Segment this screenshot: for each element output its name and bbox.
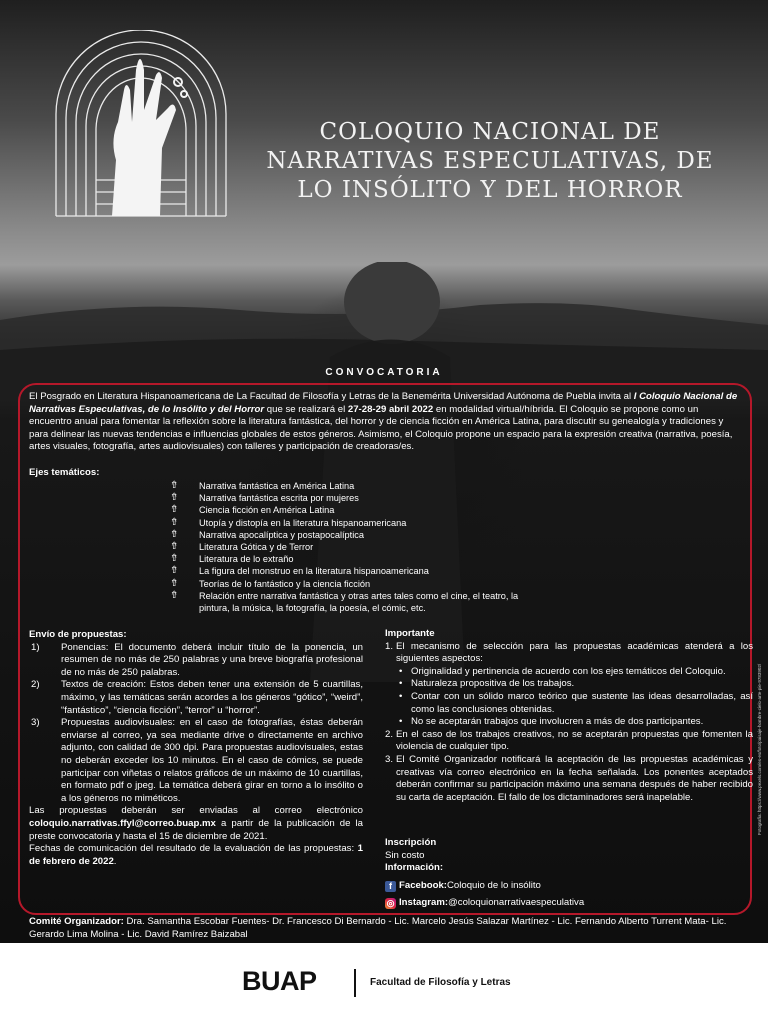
eje-item: ⇮ Literatura Gótica y de Terror	[170, 541, 540, 553]
importante-heading: Importante	[385, 628, 435, 639]
eje-item: ⇮ Literatura de lo extraño	[170, 553, 540, 565]
hand-portal-logo	[52, 30, 230, 218]
comite-label: Comité Organizador:	[29, 916, 124, 927]
cost-text: Sin costo	[385, 849, 425, 861]
item-text: Textos de creación: Estos deben tener una extensión de 5 cuartillas, máximo, y las temáticas serán acordes a los géneros “gótico”, “weird”, “fantástico”, “ciencia ficción”, “terror” u “horror”.	[61, 679, 363, 716]
item-number: 3)	[31, 717, 40, 729]
inscripcion-section	[385, 837, 745, 910]
result-date: 1 de febrero de 2022	[29, 843, 363, 867]
facebook-label: Facebook:	[399, 879, 447, 891]
criteria-item: • Naturaleza propositiva de los trabajos.	[385, 678, 753, 691]
criteria-item: • No se aceptarán trabajos que involucren a más de dos participantes.	[385, 716, 753, 729]
criteria-list	[385, 666, 753, 729]
eje-item: ⇮ Narrativa fantástica escrita por mujeres	[170, 492, 540, 504]
eje-item: ⇮ Narrativa fantástica en América Latina	[170, 480, 540, 492]
item-number: 2.	[385, 728, 394, 740]
eje-item: ⇮ Teorías de lo fantástico y la ciencia ficción	[170, 578, 540, 590]
ejes-heading: Ejes temáticos:	[29, 467, 100, 478]
facebook-link[interactable]	[385, 880, 745, 893]
item-number: 1.	[385, 640, 394, 652]
event-dates: 27-28-29 abril 2022	[347, 403, 434, 415]
envio-item	[29, 642, 363, 680]
importante-section	[385, 628, 753, 804]
intro-paragraph	[29, 391, 741, 454]
event-name: I Coloquio Nacional de Narrativas Especulativas, de lo Insólito y del Horror	[29, 391, 738, 415]
dates-text: Fechas de comunicación del resultado de la evaluación de las propuestas:	[29, 843, 358, 855]
item-text: El Comité Organizador notificará la aceptación de las propuestas académicas y creativas vía correo electrónico en la fecha señalada. Los ponentes aceptados deberán confirmar su participación máximo una semana después de haber recibido su carta de aceptación. El fallo de los dictaminadores será inapelable.	[396, 753, 753, 803]
facebook-icon: f	[385, 881, 396, 892]
eje-item: ⇮ Ciencia ficción en América Latina	[170, 504, 540, 516]
envio-section	[29, 629, 363, 868]
info-heading: Información:	[385, 862, 444, 874]
buap-logo: BUAP	[242, 966, 317, 996]
contact-email[interactable]: coloquio.narrativas.ffyl@correo.buap.mx	[29, 817, 216, 829]
importante-item	[385, 754, 753, 804]
envio-item	[29, 679, 363, 717]
instagram-label: Instagram:	[399, 897, 449, 909]
inscripcion-heading: Inscripción	[385, 837, 437, 848]
item-text: Propuestas audiovisuales: en el caso de fotografías, éstas deberán enviarse al correo, ya sea mediante drive o directamente en archivo adjunto, con calidad de 300 dpi. Para propuestas audiovisuales, estas no deberán exceder los 10 minutos. En el caso de cómics, se puede participar con viñetas o relatos gráficos de un máximo de 10 cuartillas, en formato pdf o jpeg. La temática deberá girar en torno a lo insólito o a los géneros no miméticos.	[61, 717, 363, 804]
instagram-link[interactable]	[385, 897, 745, 910]
envio-heading: Envío de propuestas:	[29, 629, 127, 640]
footer-divider	[354, 969, 356, 997]
eje-item: ⇮ Utopía y distopía en la literatura hispanoamericana	[170, 517, 540, 529]
item-number: 1)	[31, 641, 40, 653]
instagram-value: @coloquionarrativaespeculativa	[448, 897, 585, 909]
event-title	[240, 118, 740, 205]
send-text: Las propuestas deberán ser enviadas al correo electrónico	[29, 805, 363, 817]
item-text: El mecanismo de selección para las propuestas académicas atenderá a los siguientes aspectos:	[396, 640, 753, 665]
send-text: a partir de la publicación de la preste convocatoria y hasta el 15 de diciembre de 2021.	[29, 817, 363, 842]
item-number: 2)	[31, 679, 40, 691]
criteria-item: • Originalidad y pertinencia de acuerdo con los ejes temáticos del Coloquio.	[385, 666, 753, 679]
photo-credit: Fotografía: https://www.pexels.com/es-es/foto/paisaje-hombre-cielo-arte-pie-9783902/	[757, 663, 762, 835]
criteria-item: • Contar con un sólido marco teórico que sustente las ideas desarrolladas, así como las conclusiones obtenidas.	[385, 691, 753, 716]
dates-text: .	[113, 855, 117, 867]
title-line: COLOQUIO NACIONAL DE	[319, 119, 661, 145]
item-text: Ponencias: El documento deberá incluir título de la ponencia, un resumen de no más de 250 palabras y una breve biografía profesional de no más de 250 palabras.	[61, 641, 363, 678]
envio-item	[29, 717, 363, 805]
importante-item	[385, 729, 753, 754]
title-line: LO INSÓLITO Y DEL HORROR	[297, 177, 683, 203]
ejes-list	[170, 480, 540, 614]
item-number: 3.	[385, 753, 394, 765]
eje-item: ⇮ Relación entre narrativa fantástica y otras artes tales como el cine, el teatro, la pintura, la música, la fotografía, la poesía, el cómic, etc.	[170, 590, 540, 614]
eje-item: ⇮ Narrativa apocalíptica y postapocalíptica	[170, 529, 540, 541]
result-dates	[29, 843, 363, 868]
facebook-value: Coloquio de lo insólito	[446, 879, 541, 891]
intro-text: en modalidad virtual/híbrida. El Coloquio se propone como un encuentro anual para fomentar la reflexión sobre la literatura fantástica, del horror y de ciencia ficción en América Latina, para discutir su genealogía y tradiciones y para delinear las nuevas tendencias e influencias globales de estos géneros. Asimismo, el Coloquio propone un espacio para la expresión creativa (narrativa, poesía, artes visuales, fotografía, artes audiovisuales) con talleres y participación de creadoras/es.	[29, 403, 733, 453]
faculty-name: Facultad de Filosofía y Letras	[370, 977, 511, 988]
intro-text: que se realizará el	[264, 403, 348, 415]
comite-organizador	[29, 916, 747, 941]
convocatoria-heading: CONVOCATORIA	[325, 367, 443, 378]
send-instructions	[29, 805, 363, 843]
comite-members: Dra. Samantha Escobar Fuentes- Dr. Francesco Di Bernardo - Lic. Marcelo Jesús Salazar Martínez - Lic. Fernando Alberto Turrent Mata- Lic. Gerardo Lima Molina - Lic. David Ramírez Baizabal	[29, 916, 727, 940]
item-text: En el caso de los trabajos creativos, no se aceptarán propuestas que fomenten la violencia de cualquier tipo.	[396, 728, 753, 753]
importante-item	[385, 641, 753, 666]
eje-item: ⇮ La figura del monstruo en la literatura hispanoamericana	[170, 565, 540, 577]
instagram-icon: ◎	[386, 898, 395, 909]
intro-text: El Posgrado en Literatura Hispanoamericana de La Facultad de Filosofía y Letras de la Benemérita Universidad Autónoma de Puebla invita al	[29, 391, 634, 402]
title-line: NARRATIVAS ESPECULATIVAS, DE	[266, 148, 714, 174]
